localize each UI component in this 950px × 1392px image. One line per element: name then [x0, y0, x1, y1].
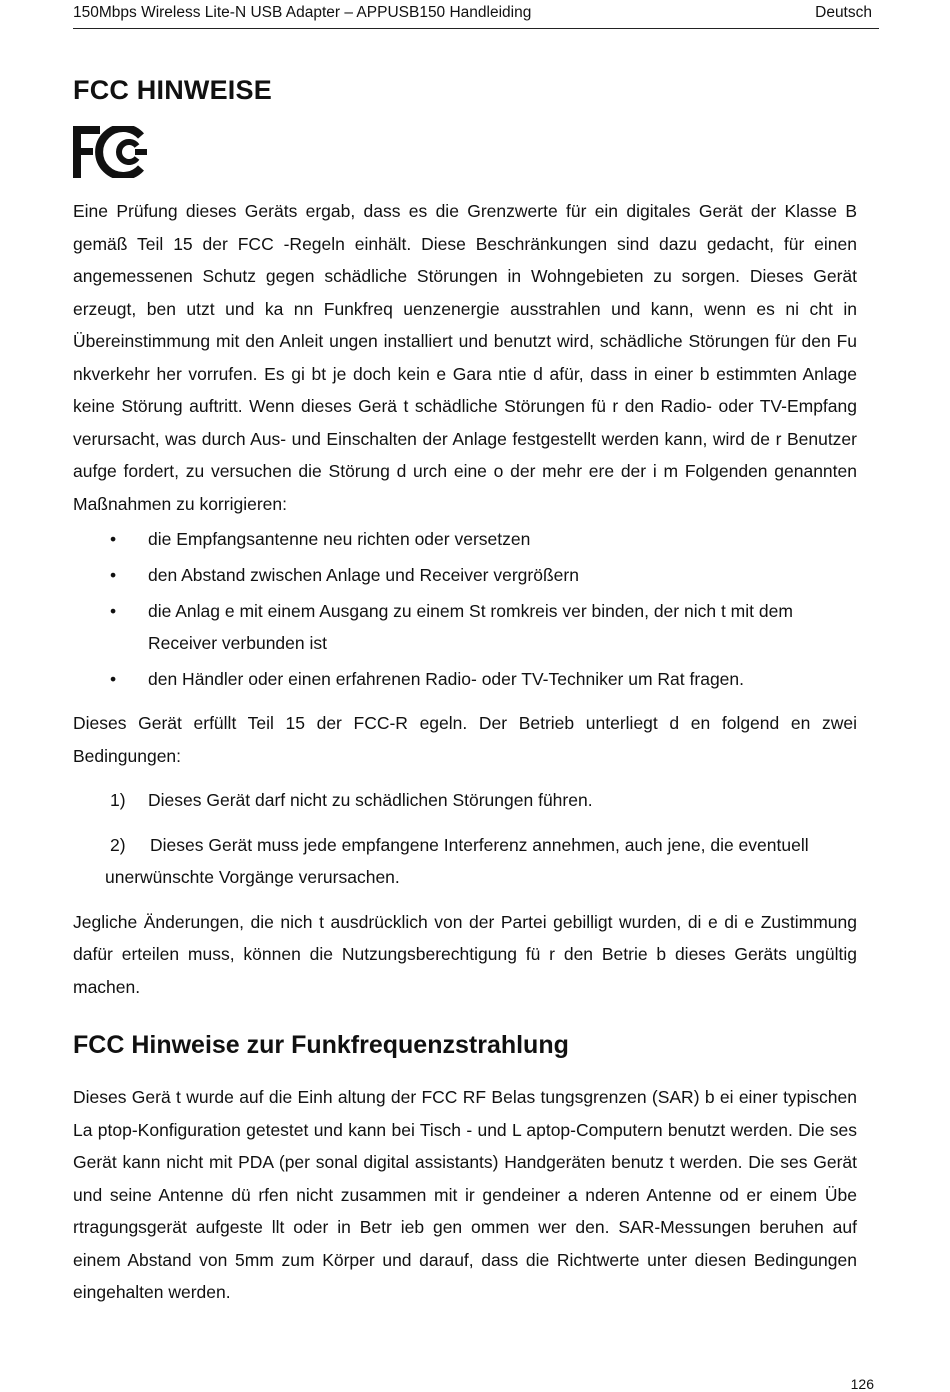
bullet-icon: •: [110, 601, 117, 621]
conditions-intro: Dieses Gerät erfüllt Teil 15 der FCC-R egeln. Der Betrieb unterliegt d en folgend en zwei Bedingungen:: [73, 713, 857, 766]
rf-paragraph: Dieses Gerä t wurde auf die Einh altung der FCC RF Belas tungsgrenzen (SAR) b ei einer typischen La ptop-Konfiguration getestet und kann bei Tisch - und L aptop-Computern benutzt werden. Die ses Gerät kann nicht mit PDA (per sonal digital assistants) Handgeräten benutz t werden. Die ses Gerät und seine Antenne dü rfen nicht zusammen mit ir gendeiner a nderen Antenne od er einem Übe rtragungsgerät aufgeste llt oder in Betr ieb gen ommen wer den. SAR-Messungen beruhen auf einem Abstand von 5mm zum Körper und darauf, dass die Richtwerte unter diesen Bedingungen eingehalten werden.: [73, 1087, 857, 1302]
fcc-logo-icon: [73, 126, 147, 178]
changes-paragraph: Jegliche Änderungen, die nich t ausdrücklich von der Partei gebilligt wurden, di e di e Zustimmung dafür erteilen muss, können die Nutzungsberechtigung fü r den Betrie b dieses Geräts ungültig machen.: [73, 911, 857, 997]
condition-number: 2): [110, 834, 126, 855]
list-item: • die Anlag e mit einem Ausgang zu einem St romkreis ver binden, der nich t mit dem Receiver verbunden ist: [73, 595, 857, 659]
bullet-icon: •: [110, 669, 117, 689]
list-item: • den Abstand zwischen Anlage und Receiver vergrößern: [73, 559, 857, 591]
list-item: • den Händler oder einen erfahrenen Radio- oder TV-Techniker um Rat fragen.: [73, 663, 857, 695]
page-title: FCC HINWEISE: [73, 75, 272, 105]
measures-list: [73, 523, 857, 695]
header-language: Deutsch: [815, 4, 872, 21]
fcc-compliance-paragraph: Eine Prüfung dieses Geräts ergab, dass es die Grenzwerte für ein digitales Gerät der Klasse B gemäß Teil 15 der FCC -Regeln einhält. Diese Beschränkungen sind dazu gedacht, für einen angemessenen Schutz gegen schädliche Störungen in Wohngebieten zu sorgen. Dieses Gerät erzeugt, ben utzt und ka nn Funkfreq uenzenergie ausstrahlen und kann, wenn es ni cht in Übereinstimmung mit den Anleit ungen installiert und benutzt wird, schädliche Störungen für den Fu nkverkehr her vorrufen. Es gi bt je doch kein e Gara ntie d afür, dass in einer b estimmten Anlage keine Störung auftritt. Wenn dieses Gerä t schädliche Störungen fü r den Radio- oder TV-Empfang verursacht, was durch Aus- und Einschalten der Anlage festgestellt werden kann, wird de r Benutzer aufge fordert, zu versuchen die Störung d urch eine o der mehr ere der i m Folgenden genannten Maßnahmen zu korrigieren:: [73, 201, 857, 514]
page-content: [73, 72, 857, 1309]
bullet-icon: •: [110, 565, 117, 585]
condition-item: 2) Dieses Gerät muss jede empfangene Interferenz annehmen, auch jene, die eventuell unerwünschte Vorgänge verursachen.: [73, 829, 857, 894]
bullet-icon: •: [110, 529, 117, 549]
conditions-list: [73, 784, 857, 894]
header-title: 150Mbps Wireless Lite-N USB Adapter – APPUSB150 Handleiding: [73, 4, 532, 21]
list-item: • die Empfangsantenne neu richten oder versetzen: [73, 523, 857, 555]
page-number: 126: [850, 1376, 874, 1392]
page-header: [73, 2, 879, 29]
fcc-logo: [73, 126, 147, 178]
rf-heading: FCC Hinweise zur Funkfrequenzstrahlung: [73, 1031, 569, 1059]
condition-item: 1) Dieses Gerät darf nicht zu schädlichen Störungen führen.: [73, 784, 857, 817]
condition-number: 1): [110, 790, 126, 810]
